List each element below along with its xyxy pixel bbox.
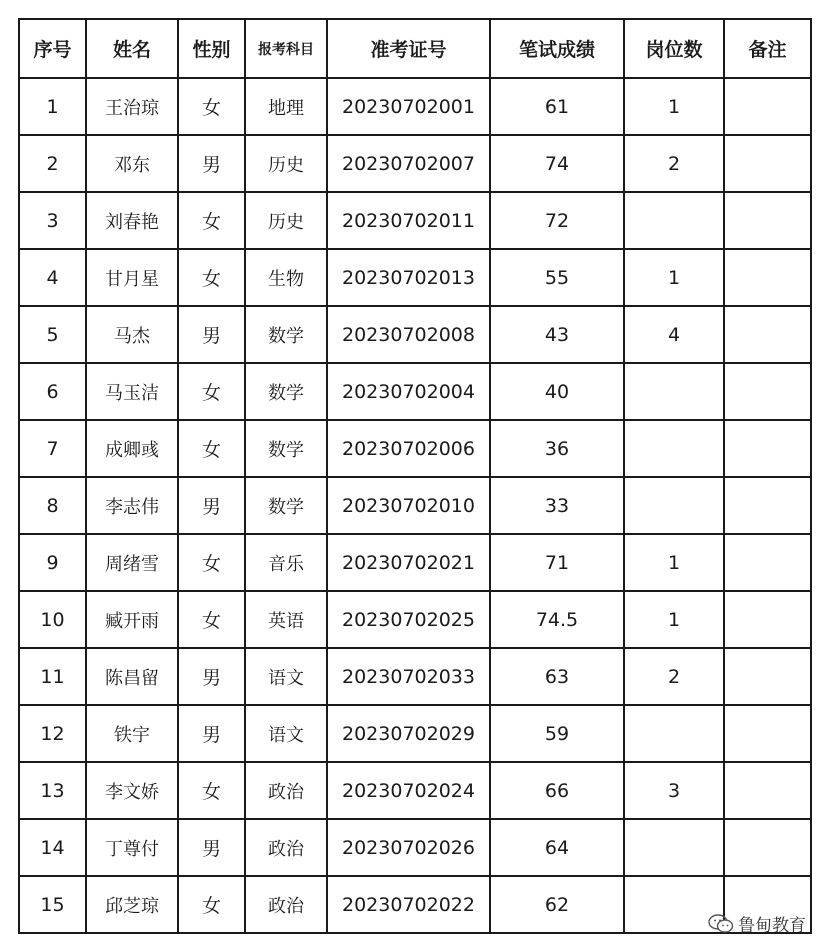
cell-score: 74 <box>490 135 624 192</box>
cell-gender: 男 <box>178 135 245 192</box>
header-row <box>19 19 811 78</box>
table-row <box>19 306 811 363</box>
cell-no: 3 <box>19 192 86 249</box>
cell-score: 64 <box>490 819 624 876</box>
cell-positions: 1 <box>624 249 724 306</box>
cell-exam-id: 20230702001 <box>327 78 490 135</box>
cell-subject: 历史 <box>245 135 327 192</box>
cell-no: 15 <box>19 876 86 933</box>
cell-positions: 1 <box>624 534 724 591</box>
cell-score: 62 <box>490 876 624 933</box>
cell-exam-id: 20230702025 <box>327 591 490 648</box>
cell-name: 刘春艳 <box>86 192 178 249</box>
cell-exam-id: 20230702021 <box>327 534 490 591</box>
cell-name: 臧开雨 <box>86 591 178 648</box>
cell-no: 10 <box>19 591 86 648</box>
cell-remark <box>724 477 811 534</box>
cell-no: 6 <box>19 363 86 420</box>
cell-score: 40 <box>490 363 624 420</box>
header-positions: 岗位数 <box>624 19 724 78</box>
cell-positions: 1 <box>624 78 724 135</box>
cell-score: 74.5 <box>490 591 624 648</box>
cell-exam-id: 20230702006 <box>327 420 490 477</box>
cell-remark <box>724 135 811 192</box>
cell-gender: 男 <box>178 819 245 876</box>
table-row <box>19 705 811 762</box>
cell-remark <box>724 762 811 819</box>
cell-name: 王治琼 <box>86 78 178 135</box>
table-row <box>19 591 811 648</box>
cell-name: 铁宇 <box>86 705 178 762</box>
cell-positions <box>624 477 724 534</box>
cell-remark <box>724 648 811 705</box>
cell-score: 33 <box>490 477 624 534</box>
cell-positions: 3 <box>624 762 724 819</box>
table-row <box>19 420 811 477</box>
cell-remark <box>724 591 811 648</box>
cell-no: 1 <box>19 78 86 135</box>
header-no: 序号 <box>19 19 86 78</box>
cell-score: 59 <box>490 705 624 762</box>
cell-remark <box>724 363 811 420</box>
cell-remark <box>724 192 811 249</box>
cell-exam-id: 20230702011 <box>327 192 490 249</box>
cell-remark <box>724 819 811 876</box>
cell-gender: 女 <box>178 420 245 477</box>
cell-no: 5 <box>19 306 86 363</box>
table-row <box>19 876 811 933</box>
cell-name: 丁尊付 <box>86 819 178 876</box>
cell-subject: 历史 <box>245 192 327 249</box>
cell-gender: 女 <box>178 192 245 249</box>
cell-score: 55 <box>490 249 624 306</box>
cell-score: 63 <box>490 648 624 705</box>
cell-positions: 4 <box>624 306 724 363</box>
cell-score: 36 <box>490 420 624 477</box>
cell-subject: 地理 <box>245 78 327 135</box>
table-row <box>19 249 811 306</box>
cell-subject: 政治 <box>245 819 327 876</box>
cell-name: 周绪雪 <box>86 534 178 591</box>
table-row <box>19 78 811 135</box>
cell-exam-id: 20230702008 <box>327 306 490 363</box>
cell-name: 邓东 <box>86 135 178 192</box>
cell-remark <box>724 534 811 591</box>
table-row <box>19 648 811 705</box>
cell-positions: 2 <box>624 135 724 192</box>
cell-no: 14 <box>19 819 86 876</box>
cell-no: 4 <box>19 249 86 306</box>
cell-name: 甘月星 <box>86 249 178 306</box>
cell-exam-id: 20230702029 <box>327 705 490 762</box>
header-score: 笔试成绩 <box>490 19 624 78</box>
cell-subject: 语文 <box>245 705 327 762</box>
cell-subject: 生物 <box>245 249 327 306</box>
cell-exam-id: 20230702013 <box>327 249 490 306</box>
cell-no: 9 <box>19 534 86 591</box>
cell-positions <box>624 420 724 477</box>
cell-gender: 女 <box>178 249 245 306</box>
cell-name: 李文娇 <box>86 762 178 819</box>
table-body <box>19 78 811 933</box>
cell-gender: 女 <box>178 762 245 819</box>
cell-name: 李志伟 <box>86 477 178 534</box>
cell-gender: 女 <box>178 591 245 648</box>
cell-exam-id: 20230702024 <box>327 762 490 819</box>
cell-no: 12 <box>19 705 86 762</box>
cell-gender: 男 <box>178 477 245 534</box>
cell-gender: 女 <box>178 363 245 420</box>
header-subject: 报考科目 <box>245 19 327 78</box>
header-remark: 备注 <box>724 19 811 78</box>
table-row <box>19 762 811 819</box>
cell-positions <box>624 363 724 420</box>
cell-no: 8 <box>19 477 86 534</box>
header-gender: 性别 <box>178 19 245 78</box>
cell-no: 11 <box>19 648 86 705</box>
cell-positions <box>624 192 724 249</box>
cell-gender: 男 <box>178 306 245 363</box>
cell-remark <box>724 306 811 363</box>
cell-subject: 政治 <box>245 876 327 933</box>
cell-exam-id: 20230702010 <box>327 477 490 534</box>
table-row <box>19 819 811 876</box>
cell-subject: 数学 <box>245 420 327 477</box>
cell-gender: 男 <box>178 705 245 762</box>
cell-positions <box>624 705 724 762</box>
cell-remark <box>724 705 811 762</box>
watermark <box>708 911 806 936</box>
cell-remark <box>724 249 811 306</box>
wechat-icon <box>708 913 734 935</box>
table-row <box>19 477 811 534</box>
watermark-text: 鲁甸教育 <box>738 916 806 936</box>
cell-subject: 英语 <box>245 591 327 648</box>
cell-no: 7 <box>19 420 86 477</box>
header-name: 姓名 <box>86 19 178 78</box>
cell-score: 72 <box>490 192 624 249</box>
cell-subject: 政治 <box>245 762 327 819</box>
table-row <box>19 192 811 249</box>
cell-exam-id: 20230702026 <box>327 819 490 876</box>
cell-score: 66 <box>490 762 624 819</box>
table-row <box>19 363 811 420</box>
cell-subject: 音乐 <box>245 534 327 591</box>
cell-remark <box>724 78 811 135</box>
cell-exam-id: 20230702007 <box>327 135 490 192</box>
cell-no: 13 <box>19 762 86 819</box>
cell-no: 2 <box>19 135 86 192</box>
cell-gender: 女 <box>178 876 245 933</box>
cell-subject: 数学 <box>245 306 327 363</box>
cell-name: 马玉洁 <box>86 363 178 420</box>
cell-name: 邱芝琼 <box>86 876 178 933</box>
table-row <box>19 534 811 591</box>
cell-name: 马杰 <box>86 306 178 363</box>
cell-exam-id: 20230702033 <box>327 648 490 705</box>
cell-exam-id: 20230702004 <box>327 363 490 420</box>
cell-positions: 1 <box>624 591 724 648</box>
cell-score: 43 <box>490 306 624 363</box>
cell-subject: 数学 <box>245 363 327 420</box>
cell-positions: 2 <box>624 648 724 705</box>
cell-gender: 男 <box>178 648 245 705</box>
table-row <box>19 135 811 192</box>
score-table <box>18 18 812 934</box>
cell-exam-id: 20230702022 <box>327 876 490 933</box>
cell-remark <box>724 420 811 477</box>
cell-subject: 语文 <box>245 648 327 705</box>
cell-name: 陈昌留 <box>86 648 178 705</box>
cell-subject: 数学 <box>245 477 327 534</box>
cell-gender: 女 <box>178 78 245 135</box>
cell-gender: 女 <box>178 534 245 591</box>
cell-positions <box>624 819 724 876</box>
cell-score: 71 <box>490 534 624 591</box>
cell-score: 61 <box>490 78 624 135</box>
header-exam-id: 准考证号 <box>327 19 490 78</box>
cell-name: 成卿彧 <box>86 420 178 477</box>
